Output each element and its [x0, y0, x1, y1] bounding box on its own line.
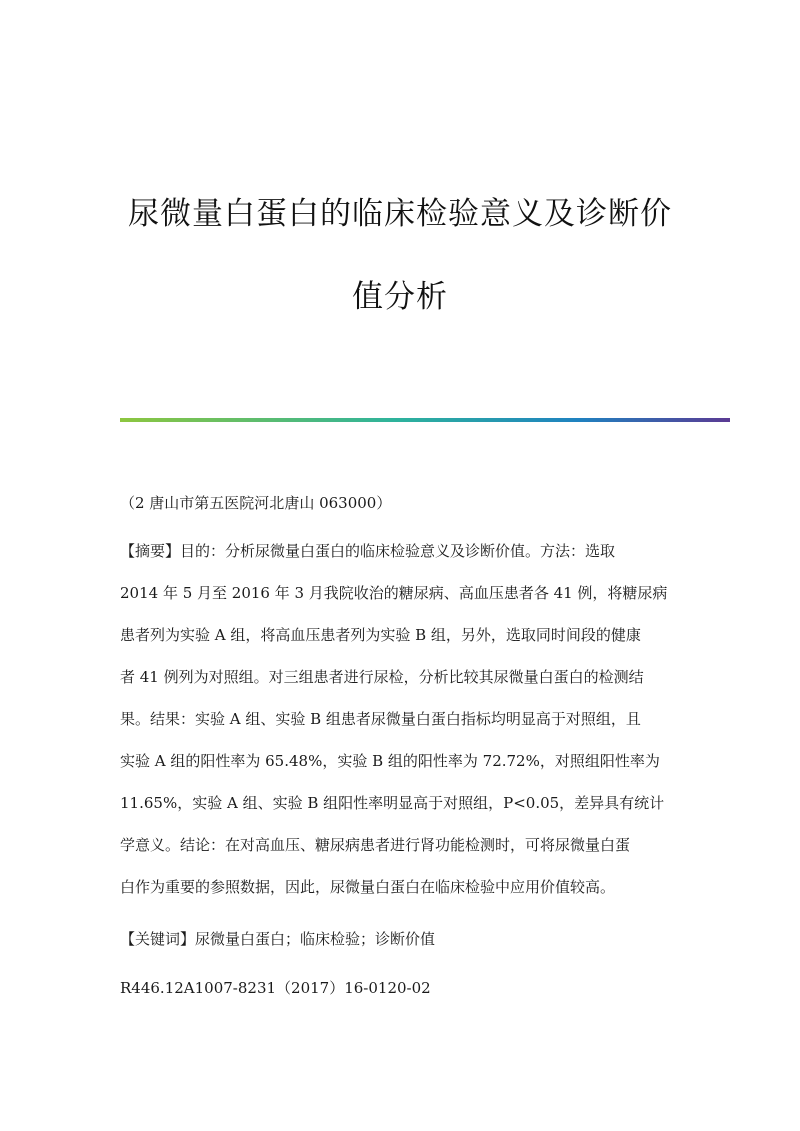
abstract-line: 者 41 例列为对照组。对三组患者进行尿检，分析比较其尿微量白蛋白的检测结 [120, 668, 644, 686]
abstract-line: 白作为重要的参照数据，因此，尿微量白蛋白在临床检验中应用价值较高。 [120, 878, 616, 896]
abstract-line: 2014 年 5 月至 2016 年 3 月我院收治的糖尿病、高血压患者各 41 例，将糖尿病 [120, 584, 668, 602]
title-line-1: 尿微量白蛋白的临床检验意义及诊断价 [128, 196, 672, 232]
abstract-line: 患者列为实验 A 组，将高血压患者列为实验 B 组，另外，选取同时间段的健康 [120, 626, 641, 644]
title-line-2: 值分析 [352, 279, 448, 315]
affiliation: （2 唐山市第五医院河北唐山 063000） [120, 494, 392, 512]
keywords: 【关键词】尿微量白蛋白；临床检验；诊断价值 [120, 930, 436, 948]
abstract-line: 学意义。结论：在对高血压、糖尿病患者进行肾功能检测时，可将尿微量白蛋 [120, 836, 631, 854]
gradient-divider [120, 418, 730, 422]
abstract-line: 【摘要】目的：分析尿微量白蛋白的临床检验意义及诊断价值。方法：选取 [120, 542, 616, 560]
abstract-line: 果。结果：实验 A 组、实验 B 组患者尿微量白蛋白指标均明显高于对照组，且 [120, 710, 641, 728]
abstract-line: 11.65%，实验 A 组、实验 B 组阳性率明显高于对照组，P<0.05，差异具有统计 [120, 794, 665, 812]
classification-code: R446.12A1007-8231（2017）16-0120-02 [120, 979, 431, 997]
abstract-line: 实验 A 组的阳性率为 65.48%，实验 B 组的阳性率为 72.72%，对照组阳性率为 [120, 752, 660, 770]
